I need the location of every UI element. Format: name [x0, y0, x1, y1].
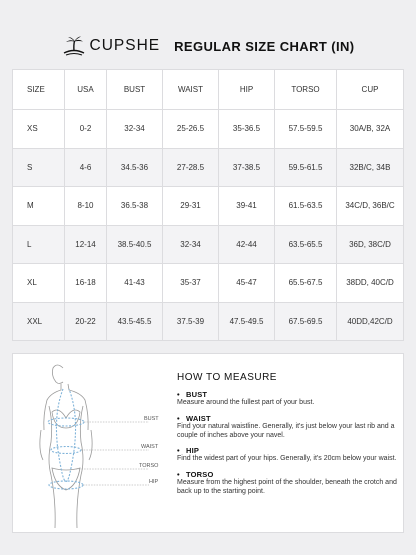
table-cell-waist: 32-34 — [163, 225, 219, 264]
table-cell-cup: 40DD,42C/D — [337, 302, 404, 341]
measure-item-name: TORSO — [186, 470, 214, 479]
measure-item-desc: Measure around the fullest part of your bust. — [177, 399, 315, 406]
bullet-icon: • — [177, 413, 180, 423]
table-row — [13, 187, 404, 226]
measure-item-waist — [177, 414, 397, 441]
table-body — [13, 110, 404, 341]
column-header-cup: CUP — [337, 70, 404, 110]
table-cell-usa: 8-10 — [65, 187, 107, 226]
body-measurement-figure — [21, 360, 171, 530]
table-row — [13, 110, 404, 149]
table-header-row — [13, 70, 404, 110]
table-cell-hip: 35-36.5 — [219, 110, 275, 149]
column-header-torso: TORSO — [275, 70, 337, 110]
bullet-icon: • — [177, 390, 180, 399]
table-cell-usa: 16-18 — [65, 264, 107, 303]
size-chart-table — [12, 69, 404, 341]
table-cell-torso: 61.5-63.5 — [275, 187, 337, 226]
measure-item-desc: Find your natural waistline. Generally, it's just below your last rib and a couple of inches above your navel. — [177, 422, 395, 439]
table-cell-cup: 32B/C, 34B — [337, 148, 404, 187]
how-to-measure-panel — [12, 353, 404, 533]
table-row — [13, 264, 404, 303]
measure-item-name: HIP — [186, 446, 200, 456]
table-cell-cup: 36D, 38C/D — [337, 225, 404, 264]
table-cell-torso: 57.5-59.5 — [275, 110, 337, 149]
figure-label-hip: HIP — [149, 479, 159, 485]
measure-item-bust — [177, 390, 397, 408]
table-cell-usa: 20-22 — [65, 302, 107, 341]
table-cell-waist: 37.5-39 — [163, 302, 219, 341]
measure-item-name: WAIST — [186, 413, 211, 423]
table-cell-bust: 41-43 — [107, 264, 163, 303]
table-row — [13, 148, 404, 187]
table-cell-size: S — [13, 148, 65, 187]
table-cell-hip: 45-47 — [219, 264, 275, 303]
table-cell-usa: 0-2 — [65, 110, 107, 149]
bullet-icon: • — [177, 446, 180, 456]
table-cell-size: XL — [13, 264, 65, 303]
left-arm — [40, 430, 43, 460]
table-cell-cup: 38DD, 40C/D — [337, 264, 404, 303]
hip-measure-line — [49, 481, 83, 489]
table-cell-bust: 36.5-38 — [107, 187, 163, 226]
figure-label-torso: TORSO — [139, 463, 159, 469]
figure-label-bust: BUST — [144, 416, 159, 422]
table-cell-size: XS — [13, 110, 65, 149]
table-cell-bust: 38.5-40.5 — [107, 225, 163, 264]
measure-item-desc: Measure from the highest point of the shoulder, beneath the crotch and back up to the starting point. — [177, 479, 397, 495]
right-shoulder-arm — [68, 384, 88, 430]
measure-item-torso — [177, 470, 397, 497]
table-cell-torso: 59.5-61.5 — [275, 148, 337, 187]
measure-item-desc: Find the widest part of your hips. Generally, it's 20cm below your waist. — [177, 455, 397, 463]
table-cell-usa: 12-14 — [65, 225, 107, 264]
table-cell-waist: 29-31 — [163, 187, 219, 226]
table-cell-size: M — [13, 187, 65, 226]
table-cell-hip: 37-38.5 — [219, 148, 275, 187]
bullet-icon: • — [177, 470, 180, 479]
torso-measure-line — [56, 389, 75, 482]
table-row — [13, 302, 404, 341]
table-cell-waist: 27-28.5 — [163, 148, 219, 187]
table-cell-size: L — [13, 225, 65, 264]
table-cell-bust: 34.5-36 — [107, 148, 163, 187]
measure-item-hip — [177, 446, 397, 464]
column-header-hip: HIP — [219, 70, 275, 110]
column-header-waist: WAIST — [163, 70, 219, 110]
waist-measure-line — [51, 447, 81, 454]
table-cell-waist: 25-26.5 — [163, 110, 219, 149]
column-header-usa: USA — [65, 70, 107, 110]
table-cell-torso: 67.5-69.5 — [275, 302, 337, 341]
table-cell-hip: 39-41 — [219, 187, 275, 226]
table-cell-bust: 43.5-45.5 — [107, 302, 163, 341]
chart-header — [0, 30, 416, 62]
table-cell-usa: 4-6 — [65, 148, 107, 187]
how-to-measure-title: HOW TO MEASURE — [177, 372, 277, 383]
table-cell-hip: 47.5-49.5 — [219, 302, 275, 341]
brand-logo — [62, 34, 161, 58]
how-to-measure-text — [177, 372, 397, 503]
column-header-bust: BUST — [107, 70, 163, 110]
table-cell-cup: 34C/D, 36B/C — [337, 187, 404, 226]
figure-label-waist: WAIST — [141, 444, 159, 450]
measure-item-name: BUST — [186, 390, 208, 399]
table-cell-torso: 63.5-65.5 — [275, 225, 337, 264]
table-cell-waist: 35-37 — [163, 264, 219, 303]
table-cell-torso: 65.5-67.5 — [275, 264, 337, 303]
table-cell-size: XXL — [13, 302, 65, 341]
column-header-size: SIZE — [13, 70, 65, 110]
bikini-bottom — [52, 468, 80, 490]
table-cell-hip: 42-44 — [219, 225, 275, 264]
table-row — [13, 225, 404, 264]
right-arm — [89, 430, 92, 460]
table-cell-cup: 30A/B, 32A — [337, 110, 404, 149]
table-cell-bust: 32-34 — [107, 110, 163, 149]
palm-tree-island-icon — [62, 34, 86, 58]
page-title: REGULAR SIZE CHART (IN) — [174, 38, 355, 54]
brand-name: CUPSHE — [89, 37, 161, 54]
head-outline — [52, 365, 63, 384]
